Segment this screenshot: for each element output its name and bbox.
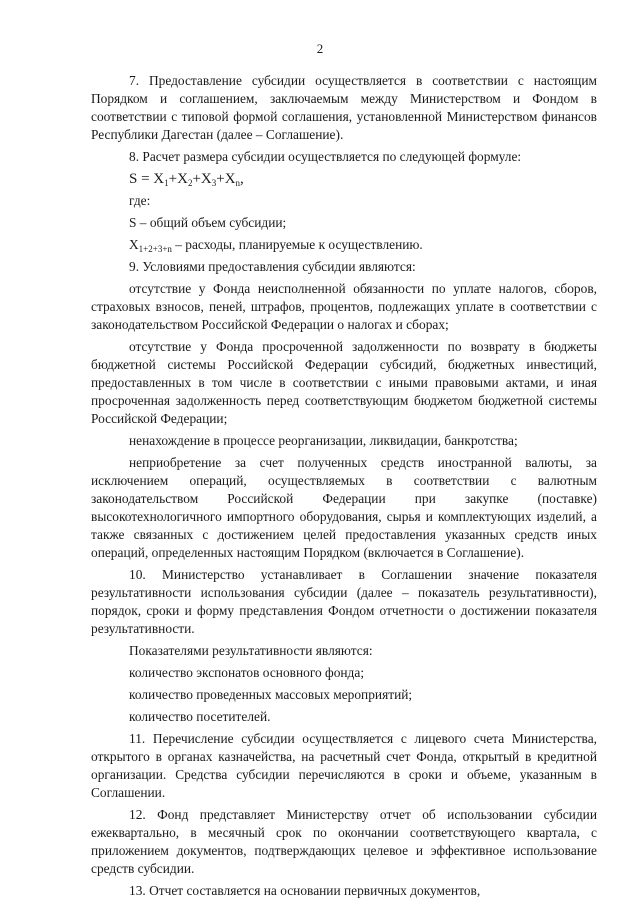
paragraph-12: 12. Фонд представляет Министерству отчет об использовании субсидии ежеквартально, в месячный срок по окончании соответствующего квартала, с приложением документов, подтверждающих целевое и эффективное использование средств субсидии. — [91, 807, 597, 876]
paragraph-13: 13. Отчет составляется на основании первичных документов, — [129, 883, 481, 898]
definition-x-text: – расходы, планируемые к осуществлению. — [171, 237, 423, 252]
page-number: 2 — [316, 41, 324, 56]
indicator-3: количество посетителей. — [129, 709, 271, 724]
indicator-2: количество проведенных массовых мероприятий; — [129, 687, 413, 702]
where-label: где: — [129, 193, 151, 208]
formula-sub-2: 2 — [187, 178, 193, 188]
condition-1: отсутствие у Фонда неисполненной обязанности по уплате налогов, сборов, страховых взносов, пеней, штрафов, процентов, подлежащих уплате в соответствии с законодательством Российской Федерации о налогах и сборах; — [91, 281, 597, 332]
definition-x-var: X — [129, 237, 139, 252]
definition-x-sub: 1+2+3+n — [138, 244, 172, 254]
definition-s: S – общий объем субсидии; — [129, 215, 287, 230]
indicators-title: Показателями результативности являются: — [129, 643, 373, 658]
formula-sub-3: 3 — [211, 178, 217, 188]
definition-x — [129, 236, 597, 254]
formula-s: S = X — [129, 171, 165, 187]
paragraph-8: 8. Расчет размера субсидии осуществляется по следующей формуле: — [129, 149, 522, 164]
condition-2: отсутствие у Фонда просроченной задолженности по возврату в бюджеты бюджетной системы Российской Федерации субсидий, бюджетных инвестиций, предоставленных в том числе в соответствии с иными правовыми актами, и иная просроченная задолженность перед соответствующим бюджетом бюджетной системы Российской Федерации; — [91, 339, 597, 426]
formula-plus-1: +X — [168, 171, 188, 187]
formula-end: , — [240, 171, 244, 187]
paragraph-10: 10. Министерство устанавливает в Соглашении значение показателя результативности использования субсидии (далее – показатель результативности), порядок, сроки и форму представления Фондом отчетности о достижении показателя результативности. — [91, 567, 597, 636]
formula-plus-3: +X — [216, 171, 236, 187]
paragraph-7: 7. Предоставление субсидии осуществляется в соответствии с настоящим Порядком и соглашением, заключаемым между Министерством и Фондом в соответствии с типовой формой соглашения, установленной Министерством финансов Республики Дагестан (далее – Соглашение). — [91, 73, 597, 142]
paragraph-11: 11. Перечисление субсидии осуществляется с лицевого счета Министерства, открытого в органах казначейства, на расчетный счет Фонда, открытый в кредитной организации. Средства субсидии перечисляются в сроки и объеме, указанным в Соглашении. — [91, 731, 597, 800]
formula-plus-2: +X — [192, 171, 212, 187]
condition-3: ненахождение в процессе реорганизации, ликвидации, банкротства; — [129, 433, 518, 448]
subsidy-formula — [129, 170, 597, 188]
condition-4: неприобретение за счет полученных средств иностранной валюты, за исключением операций, осуществляемых в соответствии с валютным законодательством Российской Федерации при закупке (поставке) высокотехнологичного импортного оборудования, сырья и комплектующих изделий, а также связанных с достижением целей предоставления указанных средств иных операций, определенных настоящим Порядком (включается в Соглашение). — [91, 455, 597, 560]
indicator-1: количество экспонатов основного фонда; — [129, 665, 365, 680]
document-body — [91, 72, 597, 904]
formula-sub-n: n — [235, 178, 241, 188]
paragraph-9: 9. Условиями предоставления субсидии являются: — [129, 259, 416, 274]
formula-sub-1: 1 — [164, 178, 169, 188]
